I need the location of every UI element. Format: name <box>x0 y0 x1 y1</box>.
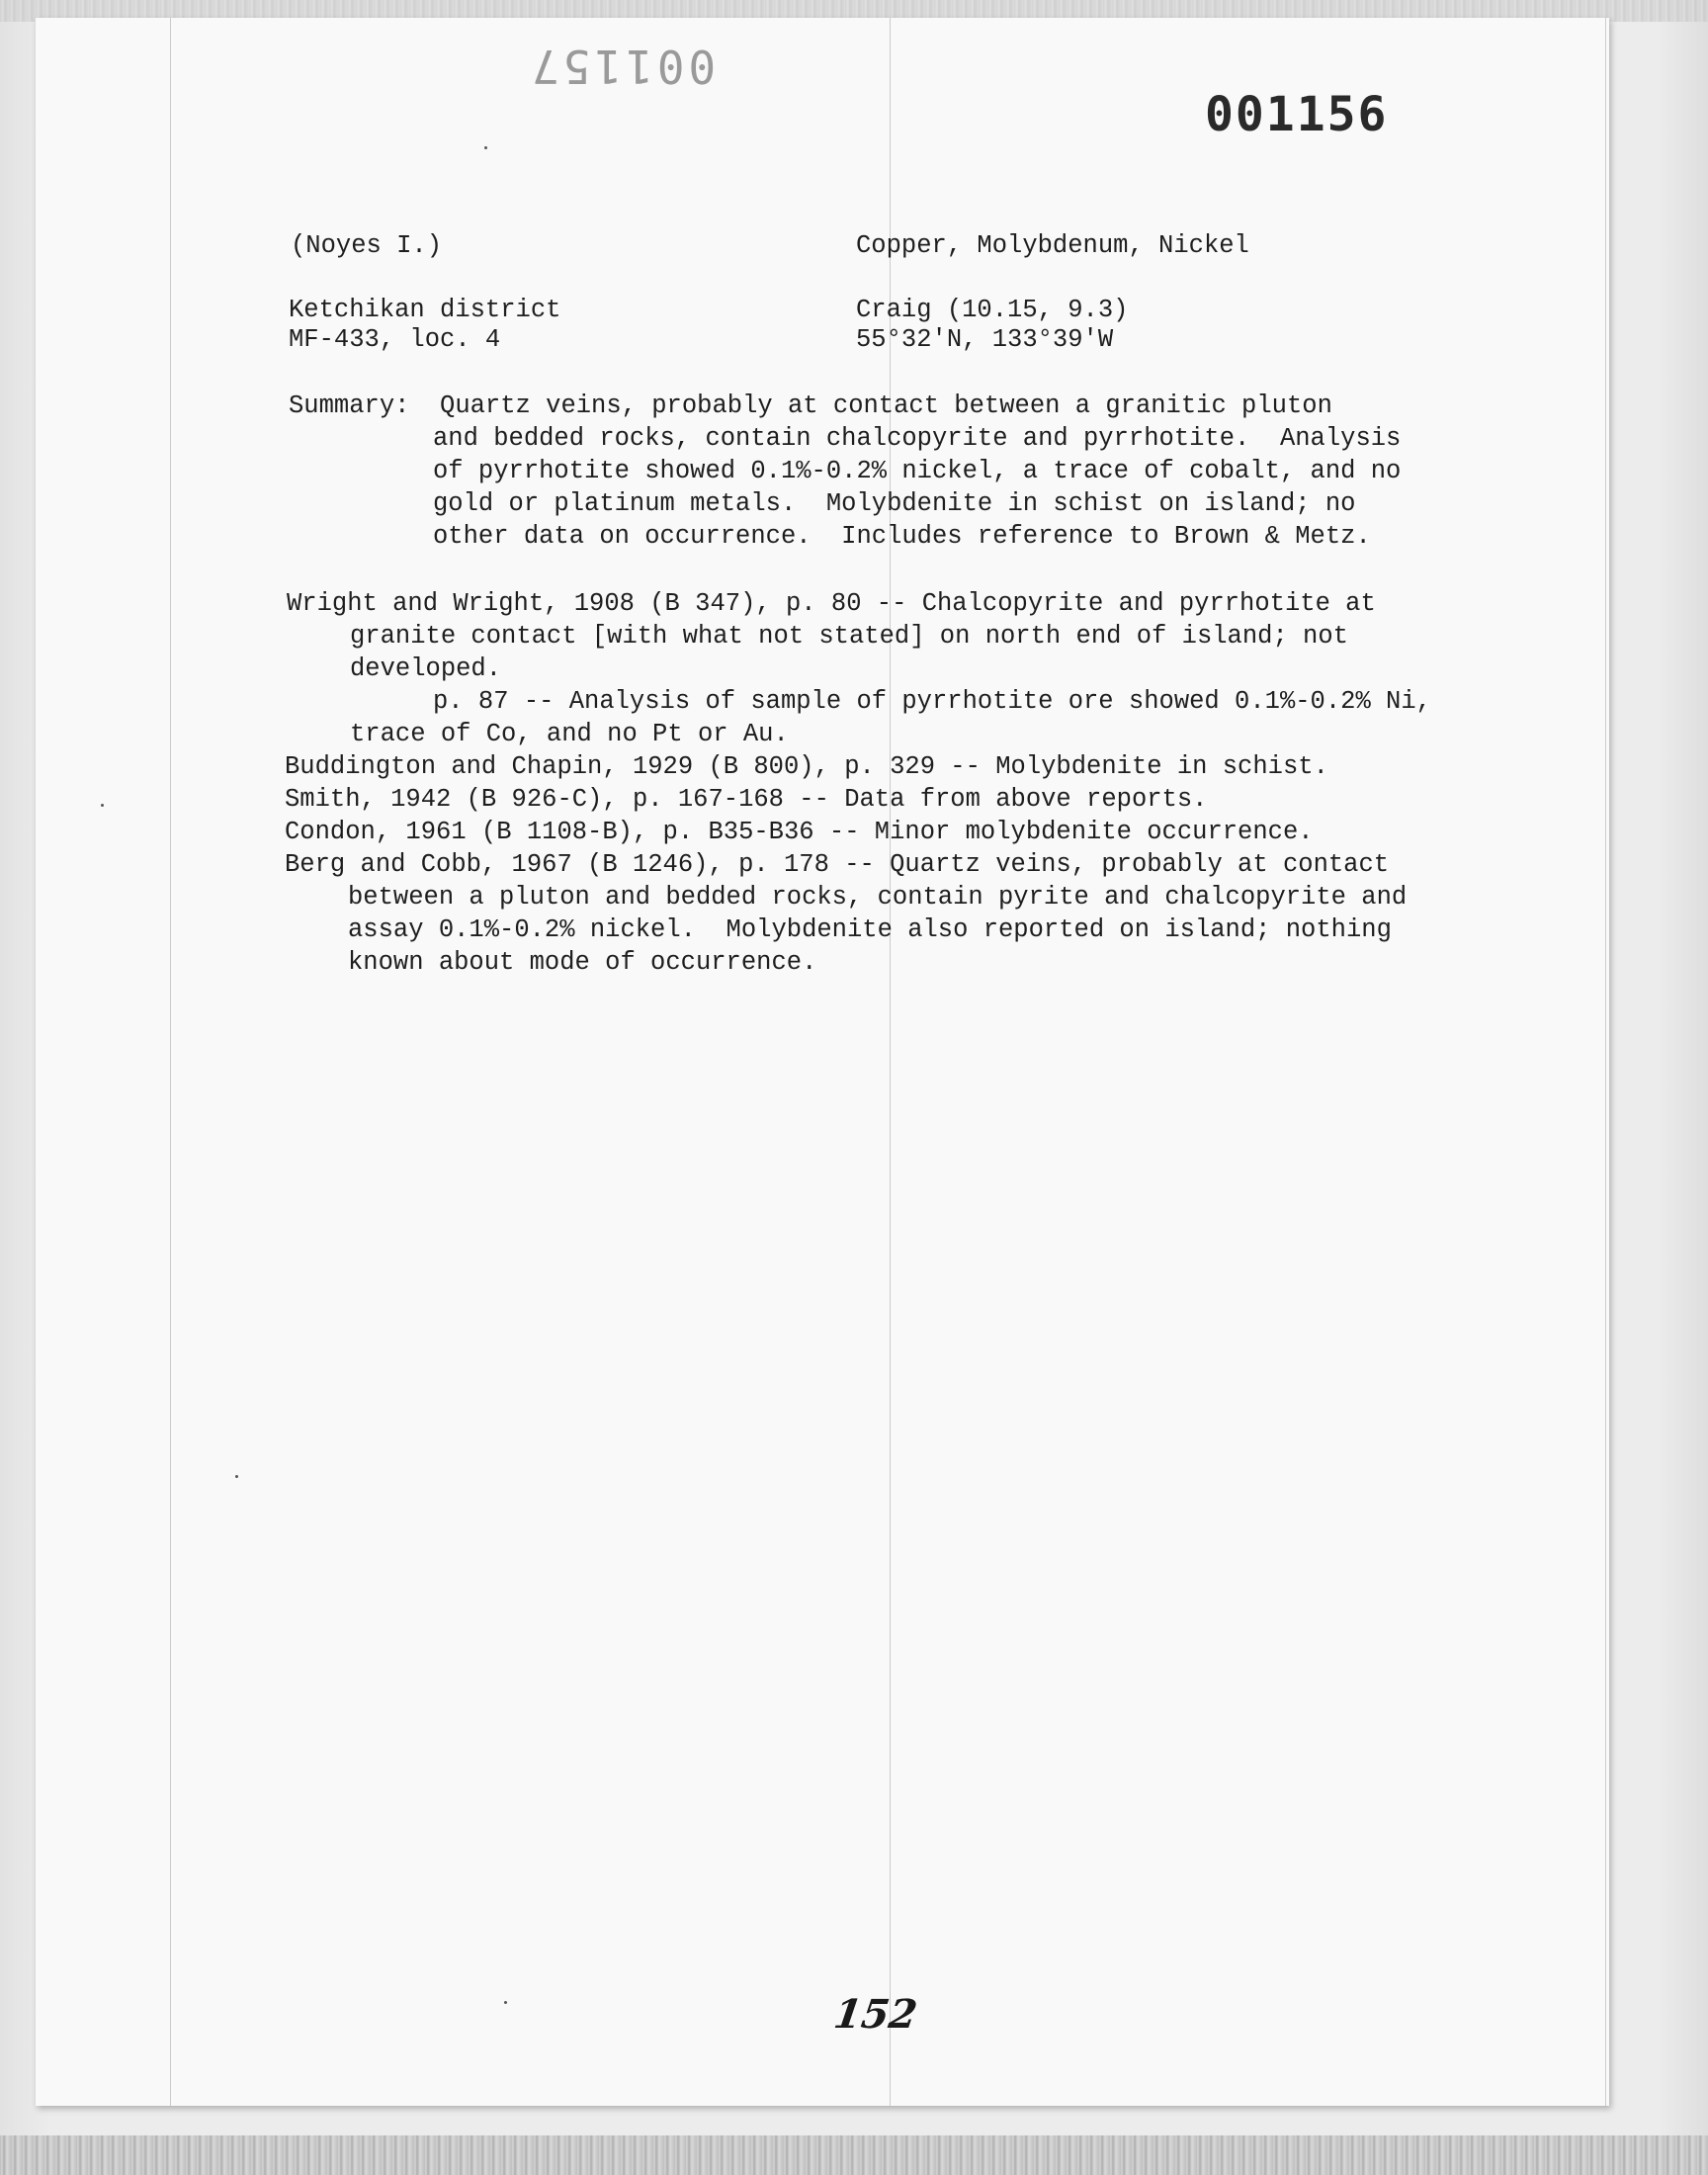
reference-line: known about mode of occurrence. <box>348 948 817 977</box>
scan-speck <box>504 2001 507 2004</box>
scanner-bottom-edge <box>0 2135 1708 2175</box>
summary-line: gold or platinum metals. Molybdenite in schist on island; no <box>433 489 1356 518</box>
reference-line: Buddington and Chapin, 1929 (B 800), p. 329 -- Molybdenite in schist. <box>285 752 1328 781</box>
header-map-reference: MF-433, loc. 4 <box>289 325 501 354</box>
summary-line: of pyrrhotite showed 0.1%-0.2% nickel, a trace of cobalt, and no <box>433 457 1402 485</box>
header-locality: (Noyes I.) <box>291 231 443 260</box>
summary-line: and bedded rocks, contain chalcopyrite and pyrrhotite. Analysis <box>433 424 1402 453</box>
header-coordinates: 55°32'N, 133°39'W <box>856 325 1114 354</box>
reference-line: Smith, 1942 (B 926-C), p. 167-168 -- Data from above reports. <box>285 785 1208 814</box>
reference-line: Wright and Wright, 1908 (B 347), p. 80 -- Chalcopyrite and pyrrhotite at <box>287 589 1376 618</box>
fold-line-left <box>170 18 171 2106</box>
reference-line: trace of Co, and no Pt or Au. <box>350 720 789 748</box>
reference-line: p. 87 -- Analysis of sample of pyrrhotite ore showed 0.1%-0.2% Ni, <box>433 687 1431 716</box>
reference-line: developed. <box>350 654 502 683</box>
reference-line: assay 0.1%-0.2% nickel. Molybdenite also reported on island; nothing <box>348 915 1392 944</box>
mirrored-stamp-number: 001157 <box>528 40 717 93</box>
summary-line: other data on occurrence. Includes reference to Brown & Metz. <box>433 522 1371 551</box>
reference-line: Berg and Cobb, 1967 (B 1246), p. 178 -- Quartz veins, probably at contact <box>285 850 1390 879</box>
scan-speck <box>101 804 104 807</box>
fold-line-right <box>1605 18 1606 2106</box>
scan-speck <box>235 1475 238 1478</box>
scan-speck <box>484 146 487 149</box>
document-page <box>36 18 1609 2106</box>
handwritten-page-number: 152 <box>830 1991 920 2038</box>
header-district: Ketchikan district <box>289 296 561 324</box>
document-number-stamp: 001156 <box>1205 87 1389 142</box>
summary-line: Summary: Quartz veins, probably at contact between a granitic pluton <box>289 392 1332 420</box>
reference-line: granite contact [with what not stated] on north end of island; not <box>350 622 1348 651</box>
reference-line: between a pluton and bedded rocks, contain pyrite and chalcopyrite and <box>348 883 1408 912</box>
header-quadrangle: Craig (10.15, 9.3) <box>856 296 1129 324</box>
reference-line: Condon, 1961 (B 1108-B), p. B35-B36 -- Minor molybdenite occurrence. <box>285 818 1314 846</box>
header-commodities: Copper, Molybdenum, Nickel <box>856 231 1249 260</box>
